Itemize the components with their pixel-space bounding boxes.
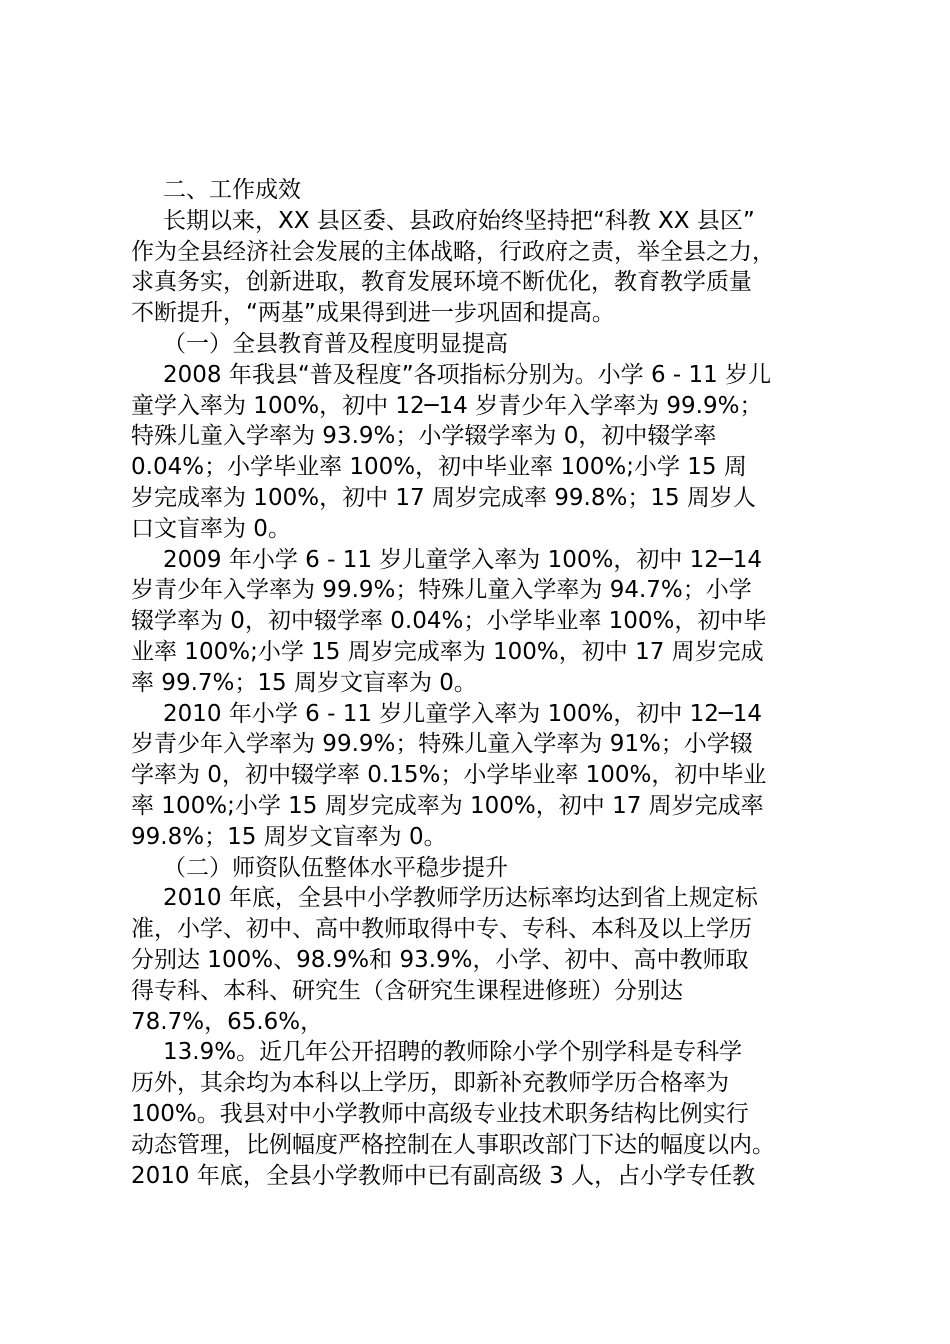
- text-line: 童学入率为 100%，初中 12─14 岁青少年入学率为 99.9%；: [131, 392, 763, 419]
- text-line: 78.7%，65.6%，: [131, 1008, 324, 1035]
- text-line: 2008 年我县“普及程度”各项指标分别为。小学 6 - 11 岁儿: [163, 361, 772, 388]
- text-line: 岁青少年入学率为 99.9%；特殊儿童入学率为 94.7%；小学: [131, 577, 752, 604]
- text-line: 学率为 0，初中辍学率 0.15%；小学毕业率 100%，初中毕业: [131, 762, 767, 789]
- text-line: 历外，其余均为本科以上学历，即新补充教师学历合格率为: [131, 1070, 729, 1097]
- text-line: 0.04%；小学毕业率 100%，初中毕业率 100%;小学 15 周: [131, 454, 747, 481]
- text-line: 2010 年底，全县中小学教师学历达标率均达到省上规定标: [163, 885, 758, 912]
- text-line: 2010 年底，全县小学教师中已有副高级 3 人，占小学专任教: [131, 1162, 756, 1189]
- text-line: 率 100%;小学 15 周岁完成率为 100%，初中 17 周岁完成率: [131, 792, 764, 819]
- text-line: 作为全县经济社会发展的主体战略，行政府之责，举全县之力，: [131, 238, 775, 265]
- text-line: （一）全县教育普及程度明显提高: [163, 330, 508, 357]
- text-line: 不断提升，“两基”成果得到进一步巩固和提高。: [131, 300, 615, 327]
- text-line: 长期以来，XX 县区委、县政府始终坚持把“科教 XX 县区”: [163, 207, 755, 234]
- text-line: 辍学率为 0，初中辍学率 0.04%；小学毕业率 100%，初中毕: [131, 608, 767, 635]
- text-line: 岁完成率为 100%，初中 17 周岁完成率 99.8%；15 周岁人: [131, 484, 756, 511]
- text-line: 业率 100%;小学 15 周岁完成率为 100%，初中 17 周岁完成: [131, 638, 764, 665]
- text-line: 100%。我县对中小学教师中高级专业技术职务结构比例实行: [131, 1100, 749, 1127]
- text-line: 动态管理，比例幅度严格控制在人事职改部门下达的幅度以内。: [131, 1131, 775, 1158]
- text-line: 岁青少年入学率为 99.9%；特殊儿童入学率为 91%；小学辍: [131, 731, 753, 758]
- text-line: 二、工作成效: [163, 177, 301, 203]
- text-line: 求真务实，创新进取，教育发展环境不断优化，教育教学质量: [131, 269, 752, 296]
- text-line: 率 99.7%；15 周岁文盲率为 0。: [131, 669, 477, 696]
- text-line: 13.9%。近几年公开招聘的教师除小学个别学科是专科学: [163, 1039, 743, 1066]
- text-line: 准，小学、初中、高中教师取得中专、专科、本科及以上学历: [131, 916, 752, 943]
- text-line: 99.8%；15 周岁文盲率为 0。: [131, 823, 447, 850]
- document-body: [131, 175, 831, 1191]
- text-line: 特殊儿童入学率为 93.9%；小学辍学率为 0，初中辍学率: [131, 423, 717, 450]
- text-line: （二）师资队伍整体水平稳步提升: [163, 854, 508, 881]
- text-line: 2010 年小学 6 - 11 岁儿童学入率为 100%，初中 12─14: [163, 700, 763, 727]
- text-line: 2009 年小学 6 - 11 岁儿童学入率为 100%，初中 12─14: [163, 546, 763, 573]
- text-line: 分别达 100%、98.9%和 93.9%，小学、初中、高中教师取: [131, 946, 749, 973]
- text-line: 得专科、本科、研究生（含研究生课程进修班）分别达: [131, 977, 683, 1004]
- text-line: 口文盲率为 0。: [131, 515, 291, 542]
